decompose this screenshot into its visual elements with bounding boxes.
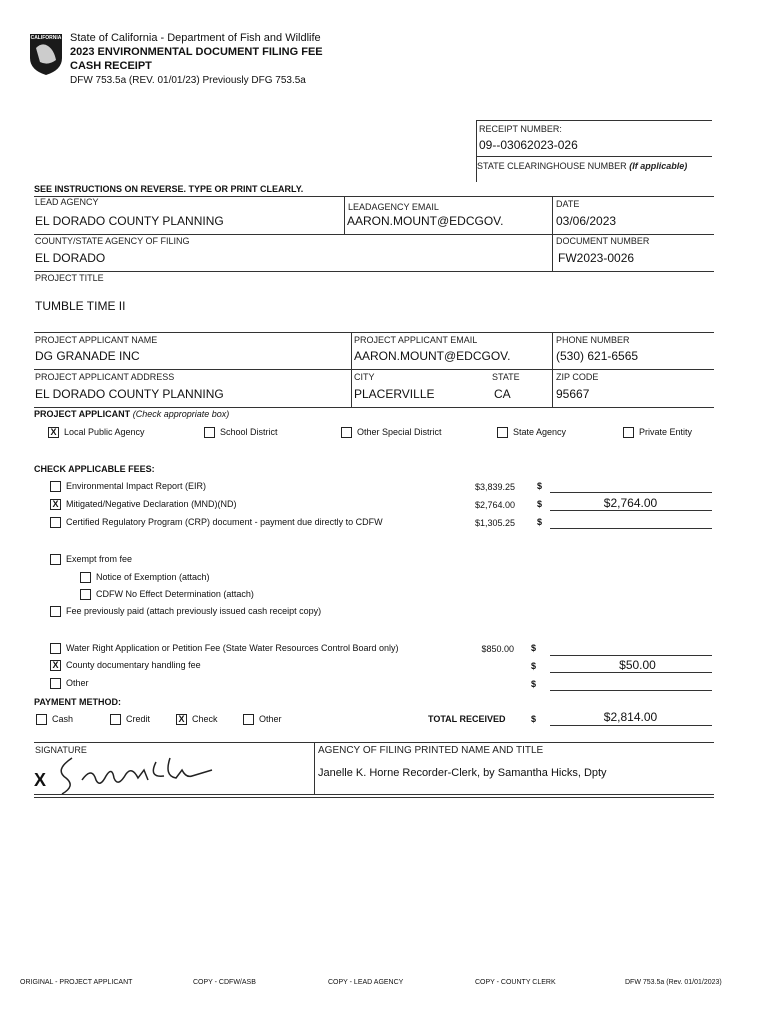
fee-label: Fee previously paid (attach previously issued cash receipt copy) bbox=[66, 606, 322, 616]
checkbox[interactable] bbox=[50, 554, 61, 565]
fee-exempt[interactable] bbox=[50, 554, 132, 565]
option-label: Local Public Agency bbox=[64, 427, 145, 437]
clearinghouse-note: (If applicable) bbox=[629, 161, 688, 171]
state-label: STATE bbox=[492, 372, 520, 382]
fee-label: Water Right Application or Petition Fee (State Water Resources Control Board only) bbox=[66, 643, 399, 653]
fee-label: County documentary handling fee bbox=[66, 660, 201, 670]
checkbox[interactable]: X bbox=[50, 499, 61, 510]
applicant-type-heading bbox=[34, 409, 229, 419]
state-seal bbox=[28, 32, 64, 76]
fee-label: Other bbox=[66, 678, 89, 688]
dollar-sign: $ bbox=[531, 643, 537, 653]
footer-copy-cdfw: COPY - CDFW/ASB bbox=[193, 979, 256, 986]
phone-label: PHONE NUMBER bbox=[556, 335, 630, 345]
applicant-type-label: PROJECT APPLICANT bbox=[34, 409, 131, 419]
fee-mnd[interactable] bbox=[50, 499, 237, 510]
project-title-label: PROJECT TITLE bbox=[35, 273, 104, 283]
applicant-email: AARON.MOUNT@EDCGOV. bbox=[354, 349, 511, 363]
fee-eir[interactable] bbox=[50, 481, 206, 492]
fee-amount[interactable]: $2,764.00 bbox=[603, 496, 658, 510]
signature-label: SIGNATURE bbox=[35, 745, 87, 755]
signature-x: X bbox=[34, 770, 47, 790]
fee-label: Notice of Exemption (attach) bbox=[96, 572, 210, 582]
applicant-option-private[interactable] bbox=[623, 427, 692, 438]
fee-label: Certified Regulatory Program (CRP) document - payment due directly to CDFW bbox=[66, 517, 383, 527]
form-title: 2023 ENVIRONMENTAL DOCUMENT FILING FEE bbox=[70, 46, 323, 58]
dollar-sign: $ bbox=[537, 481, 543, 491]
lead-agency-label: LEAD AGENCY bbox=[35, 197, 99, 207]
checkbox[interactable] bbox=[80, 572, 91, 583]
project-title: TUMBLE TIME II bbox=[35, 299, 126, 313]
dollar-sign: $ bbox=[531, 714, 537, 724]
applicant-option-state[interactable] bbox=[497, 427, 566, 438]
checkbox[interactable] bbox=[50, 678, 61, 689]
option-label: Private Entity bbox=[639, 427, 693, 437]
applicant-name-label: PROJECT APPLICANT NAME bbox=[35, 335, 158, 345]
applicant-option-local[interactable] bbox=[48, 427, 145, 438]
fee-previously-paid[interactable] bbox=[50, 606, 321, 617]
checkbox[interactable] bbox=[110, 714, 121, 725]
checkbox[interactable] bbox=[497, 427, 508, 438]
checkbox[interactable] bbox=[623, 427, 634, 438]
city-label: CITY bbox=[354, 372, 375, 382]
checkbox[interactable] bbox=[80, 589, 91, 600]
date-label: DATE bbox=[556, 199, 580, 209]
fee-rate: $2,764.00 bbox=[474, 500, 515, 510]
payment-cash[interactable] bbox=[36, 714, 73, 725]
address-label: PROJECT APPLICANT ADDRESS bbox=[35, 372, 175, 382]
total-received[interactable]: $2,814.00 bbox=[603, 710, 658, 724]
form-subtitle: CASH RECEIPT bbox=[70, 60, 152, 72]
state-value: CA bbox=[494, 387, 511, 401]
fee-notice-exemption[interactable] bbox=[80, 572, 210, 583]
zip-label: ZIP CODE bbox=[556, 372, 599, 382]
footer-copy-clerk: COPY - COUNTY CLERK bbox=[475, 979, 556, 986]
footer-copy-original: ORIGINAL - PROJECT APPLICANT bbox=[20, 979, 133, 986]
option-label: State Agency bbox=[513, 427, 567, 437]
option-label: Other Special District bbox=[357, 427, 442, 437]
checkbox[interactable] bbox=[36, 714, 47, 725]
checkbox[interactable]: X bbox=[48, 427, 59, 438]
checkbox[interactable] bbox=[50, 517, 61, 528]
applicant-email-label: PROJECT APPLICANT EMAIL bbox=[354, 335, 478, 345]
lead-agency: EL DORADO COUNTY PLANNING bbox=[35, 214, 224, 228]
docnum-value: FW2023-0026 bbox=[558, 251, 635, 265]
header-agency: State of California - Department of Fish and Wildlife bbox=[70, 32, 321, 44]
applicant-name: DG GRANADE INC bbox=[35, 349, 140, 363]
fee-label: Exempt from fee bbox=[66, 554, 133, 564]
checkbox[interactable]: X bbox=[50, 660, 61, 671]
dollar-sign: $ bbox=[537, 499, 543, 509]
checkbox[interactable]: X bbox=[176, 714, 187, 725]
fee-amount[interactable]: $50.00 bbox=[619, 658, 656, 672]
zip-value: 95667 bbox=[556, 387, 590, 401]
fee-crp[interactable] bbox=[50, 517, 383, 528]
seal-text: CALIFORNIA bbox=[30, 35, 62, 41]
agency-filing-value: Janelle K. Horne Recorder-Clerk, by Samantha Hicks, Dpty bbox=[318, 767, 607, 779]
fee-water-right[interactable] bbox=[50, 643, 398, 654]
fees-heading: CHECK APPLICABLE FEES: bbox=[34, 464, 155, 474]
checkbox[interactable] bbox=[243, 714, 254, 725]
phone-value: (530) 621-6565 bbox=[556, 349, 639, 363]
clearinghouse-label-text: STATE CLEARINGHOUSE NUMBER bbox=[477, 161, 627, 171]
payment-label: Credit bbox=[126, 714, 151, 724]
city-value: PLACERVILLE bbox=[354, 387, 435, 401]
receipt-number-label: RECEIPT NUMBER: bbox=[479, 124, 562, 134]
instructions: SEE INSTRUCTIONS ON REVERSE. TYPE OR PRINT CLEARLY. bbox=[34, 184, 304, 194]
payment-label: Cash bbox=[52, 714, 74, 724]
applicant-type-note: (Check appropriate box) bbox=[132, 409, 230, 419]
form-revision: DFW 753.5a (REV. 01/01/23) Previously DFG 753.5a bbox=[70, 75, 306, 86]
county-label: COUNTY/STATE AGENCY OF FILING bbox=[35, 236, 190, 246]
dollar-sign: $ bbox=[531, 661, 537, 671]
fee-county-handling[interactable] bbox=[50, 660, 201, 671]
fee-rate: $1,305.25 bbox=[474, 518, 515, 528]
applicant-option-special[interactable] bbox=[341, 427, 442, 438]
lead-email: AARON.MOUNT@EDCGOV. bbox=[347, 214, 504, 228]
address-value: EL DORADO COUNTY PLANNING bbox=[35, 387, 224, 401]
receipt-number: 09--03062023-026 bbox=[479, 138, 578, 152]
clearinghouse-label bbox=[477, 161, 687, 171]
checkbox[interactable] bbox=[50, 606, 61, 617]
fee-cdfw-no-effect[interactable] bbox=[80, 589, 254, 600]
payment-label: Check bbox=[192, 714, 218, 724]
payment-check[interactable] bbox=[176, 714, 218, 725]
fee-other[interactable] bbox=[50, 678, 89, 689]
payment-label: Other bbox=[259, 714, 282, 724]
agency-filing-label: AGENCY OF FILING PRINTED NAME AND TITLE bbox=[318, 745, 544, 756]
dollar-sign: $ bbox=[531, 679, 537, 689]
checkbox[interactable] bbox=[341, 427, 352, 438]
footer-form-number: DFW 753.5a (Rev. 01/01/2023) bbox=[625, 979, 722, 986]
payment-other[interactable] bbox=[243, 714, 282, 725]
checkbox[interactable] bbox=[50, 643, 61, 654]
footer-copy-lead: COPY - LEAD AGENCY bbox=[328, 979, 404, 986]
date-value: 03/06/2023 bbox=[556, 214, 617, 228]
payment-credit[interactable] bbox=[110, 714, 150, 725]
lead-email-label: LEADAGENCY EMAIL bbox=[348, 202, 439, 212]
dollar-sign: $ bbox=[537, 517, 543, 527]
fee-label: Environmental Impact Report (EIR) bbox=[66, 481, 207, 491]
checkbox[interactable] bbox=[204, 427, 215, 438]
fee-label: Mitigated/Negative Declaration (MND)(ND) bbox=[66, 499, 237, 509]
docnum-label: DOCUMENT NUMBER bbox=[556, 236, 650, 246]
applicant-option-school[interactable] bbox=[204, 427, 278, 438]
payment-heading: PAYMENT METHOD: bbox=[34, 697, 122, 707]
fee-label: CDFW No Effect Determination (attach) bbox=[96, 589, 254, 599]
checkbox[interactable] bbox=[50, 481, 61, 492]
total-received-label: TOTAL RECEIVED bbox=[428, 714, 506, 724]
county-value: EL DORADO bbox=[35, 251, 106, 265]
fee-rate: $3,839.25 bbox=[474, 482, 515, 492]
option-label: School District bbox=[220, 427, 278, 437]
fee-rate: $850.00 bbox=[481, 644, 514, 654]
